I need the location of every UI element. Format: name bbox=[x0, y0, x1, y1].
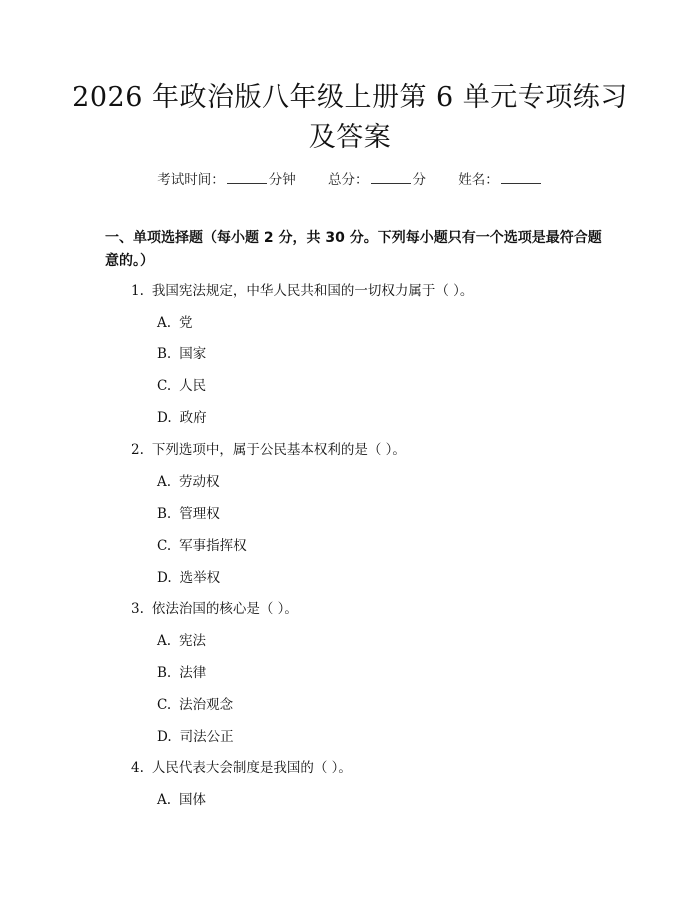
question-3 bbox=[131, 599, 298, 619]
option-letter: D. bbox=[157, 570, 172, 586]
question-1-option-b[interactable] bbox=[157, 344, 206, 364]
question-1-option-c[interactable] bbox=[157, 376, 206, 396]
question-text: 依法治国的核心是（ ）。 bbox=[151, 601, 298, 617]
option-letter: B. bbox=[157, 346, 172, 362]
option-text: 国体 bbox=[179, 792, 207, 808]
option-letter: B. bbox=[157, 665, 172, 681]
student-name-blank[interactable] bbox=[501, 171, 541, 184]
exam-time-label: 考试时间： bbox=[157, 172, 225, 188]
option-text: 管理权 bbox=[179, 506, 220, 522]
section-heading: 一、单项选择题（每小题 2 分，共 30 分。下列每小题只有一个选项是最符合题意的。） bbox=[105, 230, 602, 269]
question-1-option-a[interactable] bbox=[157, 313, 193, 333]
option-letter: A. bbox=[157, 792, 172, 808]
exam-meta bbox=[0, 168, 700, 188]
question-text: 下列选项中，属于公民基本权利的是（ ）。 bbox=[151, 442, 406, 458]
option-text: 法律 bbox=[179, 665, 207, 681]
question-4-option-a[interactable] bbox=[157, 790, 206, 810]
question-number: 3. bbox=[131, 601, 144, 617]
question-2-option-a[interactable] bbox=[157, 472, 220, 492]
option-text: 法治观念 bbox=[179, 697, 234, 713]
option-text: 劳动权 bbox=[179, 474, 220, 490]
option-letter: A. bbox=[157, 633, 172, 649]
option-text: 人民 bbox=[179, 378, 207, 394]
option-text: 选举权 bbox=[179, 570, 221, 586]
title-line-1: 2026 年政治版八年级上册第 6 单元专项练习 bbox=[72, 82, 628, 113]
option-text: 党 bbox=[179, 315, 193, 331]
option-letter: B. bbox=[157, 506, 172, 522]
option-text: 宪法 bbox=[179, 633, 207, 649]
question-number: 1. bbox=[131, 283, 144, 299]
question-3-option-d[interactable] bbox=[157, 727, 234, 747]
student-name-field bbox=[458, 172, 543, 188]
title-line-2: 及答案 bbox=[308, 122, 392, 153]
page-title bbox=[60, 78, 640, 158]
exam-time-unit: 分钟 bbox=[268, 172, 296, 188]
question-text: 人民代表大会制度是我国的（ ）。 bbox=[151, 760, 352, 776]
option-letter: C. bbox=[157, 697, 172, 713]
question-3-option-c[interactable] bbox=[157, 695, 233, 715]
exam-time-blank[interactable] bbox=[227, 171, 267, 184]
total-score-label: 总分： bbox=[328, 172, 369, 188]
option-text: 军事指挥权 bbox=[179, 538, 247, 554]
question-2-option-b[interactable] bbox=[157, 504, 220, 524]
question-3-option-b[interactable] bbox=[157, 663, 206, 683]
question-2-option-d[interactable] bbox=[157, 568, 220, 588]
question-1 bbox=[131, 281, 473, 301]
option-letter: D. bbox=[157, 410, 172, 426]
total-score-unit: 分 bbox=[412, 172, 426, 188]
option-letter: A. bbox=[157, 315, 172, 331]
exam-time-field bbox=[157, 172, 300, 188]
question-2 bbox=[131, 440, 406, 460]
question-4 bbox=[131, 758, 352, 778]
option-letter: C. bbox=[157, 538, 172, 554]
question-number: 4. bbox=[131, 760, 144, 776]
total-score-blank[interactable] bbox=[371, 171, 411, 184]
option-letter: D. bbox=[157, 729, 172, 745]
question-2-option-c[interactable] bbox=[157, 536, 247, 556]
option-text: 政府 bbox=[179, 410, 207, 426]
total-score-field bbox=[328, 172, 430, 188]
option-text: 司法公正 bbox=[179, 729, 234, 745]
question-number: 2. bbox=[131, 442, 144, 458]
option-letter: C. bbox=[157, 378, 172, 394]
question-3-option-a[interactable] bbox=[157, 631, 206, 651]
option-text: 国家 bbox=[179, 346, 207, 362]
option-letter: A. bbox=[157, 474, 172, 490]
question-1-option-d[interactable] bbox=[157, 408, 207, 428]
question-text: 我国宪法规定，中华人民共和国的一切权力属于（ ）。 bbox=[151, 283, 474, 299]
student-name-label: 姓名： bbox=[458, 172, 499, 188]
